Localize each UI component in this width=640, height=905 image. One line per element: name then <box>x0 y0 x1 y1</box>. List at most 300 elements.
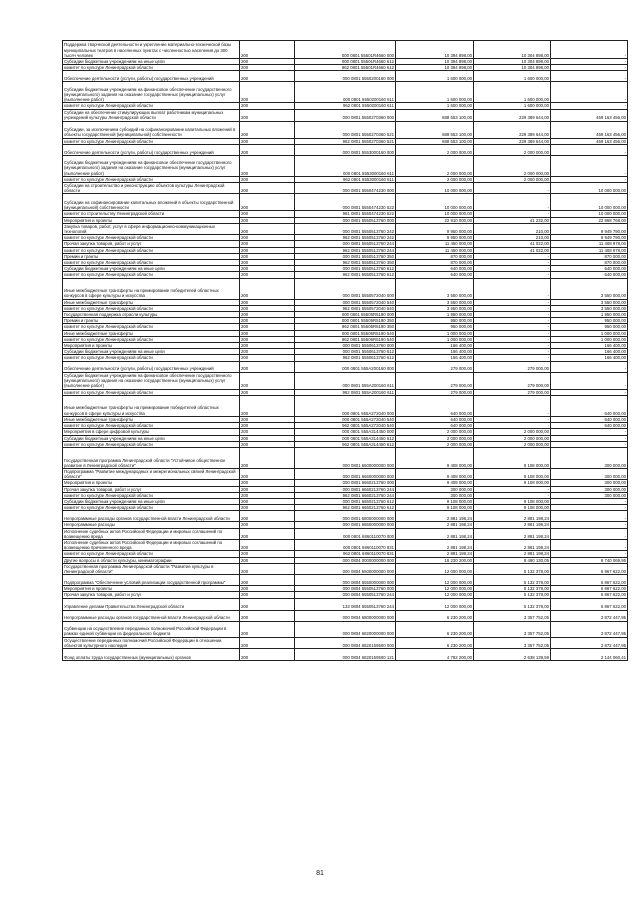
row-remaining-cell: - <box>551 441 628 447</box>
row-name-cell: Субсидии бюджетным учреждениям на иные цели <box>63 349 240 355</box>
row-approved-cell: 6 230 200,00 <box>396 637 474 648</box>
row-remaining-cell: - <box>551 522 628 528</box>
row-executed-cell: 279 000,00 <box>474 372 551 389</box>
row-code-cell: 200 <box>240 528 295 539</box>
row-executed-cell: - <box>474 486 551 492</box>
row-executed-cell: 3 357 752,05 <box>474 610 551 621</box>
row-classification-cell: 000 0801 5550270360 000 <box>295 109 396 121</box>
row-code-cell: 200 <box>240 648 295 660</box>
table-row <box>63 41 628 59</box>
row-executed-cell: - <box>474 272 551 278</box>
row-approved-cell: 870 000,00 <box>396 260 474 266</box>
row-executed-cell: 41 232,00 <box>474 217 551 223</box>
row-approved-cell: 9 950 000,00 <box>396 223 474 234</box>
row-name-cell: Иные межбюджетные трансферты <box>63 330 240 336</box>
row-remaining-cell: 6 867 622,00 <box>551 586 628 592</box>
row-remaining-cell: 2 872 447,95 <box>551 610 628 621</box>
row-name-cell: комитет по культуре Ленинградской области <box>63 65 240 71</box>
row-remaining-cell: 1 950 000,00 <box>551 312 628 318</box>
row-name-cell: Государственная программа Ленинградской области "Развитие культуры в Ленинградской области" <box>63 563 240 574</box>
row-code-cell: 200 <box>240 144 295 155</box>
row-remaining-cell: - <box>551 155 628 176</box>
row-remaining-cell: 6 867 622,00 <box>551 563 628 574</box>
row-name-cell: Прочая закупка товаров, работ и услуг <box>63 486 240 492</box>
row-executed-cell: 2 881 198,24 <box>474 539 551 550</box>
table-row <box>63 103 628 109</box>
row-executed-cell: 1 600 000,00 <box>474 71 551 82</box>
row-executed-cell: 2 638 139,59 <box>474 648 551 660</box>
row-code-cell: 200 <box>240 522 295 528</box>
row-executed-cell: 10 304 898,00 <box>474 59 551 65</box>
row-executed-cell: - <box>474 416 551 422</box>
row-code-cell: 200 <box>240 318 295 324</box>
table-row <box>63 539 628 550</box>
row-code-cell: 200 <box>240 65 295 71</box>
row-approved-cell: 1 600 000,00 <box>396 82 474 103</box>
row-classification-cell: 000 0801 5550474230 522 <box>295 194 396 211</box>
row-name-cell: комитет по культуре Ленинградской области <box>63 247 240 253</box>
row-remaining-cell: - <box>551 528 628 539</box>
row-code-cell: 200 <box>240 435 295 441</box>
table-row <box>63 447 628 468</box>
row-name-cell: Иные межбюджетные трансферты <box>63 299 240 305</box>
row-classification-cell: 962 0801 5550513760 350 <box>295 260 396 266</box>
row-code-cell: 200 <box>240 586 295 592</box>
row-executed-cell: - <box>474 312 551 318</box>
row-approved-cell: 2 881 198,24 <box>396 539 474 550</box>
row-name-cell: Исполнение судебных актов Российской Федерации и мировых соглашений по возмещению вреда <box>63 528 240 539</box>
row-code-cell: 200 <box>240 486 295 492</box>
row-remaining-cell: 640 000,00 <box>551 423 628 429</box>
row-executed-cell: 5 132 378,00 <box>474 586 551 592</box>
row-code-cell: 200 <box>240 41 295 59</box>
row-approved-cell: 9 108 000,00 <box>396 505 474 511</box>
row-name-cell: комитет по культуре Ленинградской области <box>63 389 240 395</box>
row-classification-cell: 000 0801 555A314450 000 <box>295 429 396 435</box>
row-name-cell: комитет по культуре Ленинградской области <box>63 235 240 241</box>
row-approved-cell: 2 000 000,00 <box>396 155 474 176</box>
row-approved-cell: 870 000,00 <box>396 253 474 259</box>
row-classification-cell: 000 0801 555A200160 000 <box>295 361 396 372</box>
row-code-cell: 200 <box>240 416 295 422</box>
row-classification-cell: 000 0801 555A272040 000 <box>295 395 396 416</box>
row-executed-cell: - <box>474 423 551 429</box>
row-classification-cell: 000 0801 5550513760 242 <box>295 223 396 234</box>
row-code-cell: 200 <box>240 176 295 182</box>
row-classification-cell: 000 0804 6800000000 000 <box>295 610 396 621</box>
row-approved-cell: 279 000,00 <box>396 361 474 372</box>
row-name-cell: Премии и гранты <box>63 318 240 324</box>
row-classification-cell: 000 0801 5550572040 540 <box>295 299 396 305</box>
row-executed-cell: 9 108 000,00 <box>474 480 551 486</box>
row-classification-cell: 000 0801 55505R5190 350 <box>295 318 396 324</box>
row-code-cell: 200 <box>240 266 295 272</box>
row-approved-cell: 3 550 000,00 <box>396 299 474 305</box>
row-name-cell: Иные межбюджетные трансферты на премирование победителей областных конкурсов в сфере культуры и искусства <box>63 278 240 299</box>
table-row <box>63 389 628 395</box>
row-approved-cell: 2 881 198,24 <box>396 528 474 539</box>
row-remaining-cell: 870 000,00 <box>551 253 628 259</box>
row-executed-cell: 3 357 752,05 <box>474 621 551 637</box>
row-code-cell: 200 <box>240 429 295 435</box>
page-number: 81 <box>316 870 324 877</box>
row-approved-cell: 950 000,00 <box>396 318 474 324</box>
budget-table <box>62 40 628 661</box>
table-body <box>63 41 628 661</box>
table-row <box>63 637 628 648</box>
row-executed-cell: 5 132 378,00 <box>474 563 551 574</box>
row-approved-cell: 2 881 198,24 <box>396 511 474 522</box>
row-name-cell: Субсидии на строительство и реконструкцию объектов культуры Ленинградской области <box>63 183 240 194</box>
row-approved-cell: 166 400,00 <box>396 343 474 349</box>
row-classification-cell: 000 0801 6860000000 000 <box>295 522 396 528</box>
row-name-cell: Субсидии, за исключением субсидий на софинансирование капитальных вложений в объекты государственной (муниципальной) собственности <box>63 121 240 138</box>
row-executed-cell: 229 389 644,00 <box>474 138 551 144</box>
row-approved-cell: 950 000,00 <box>396 324 474 330</box>
row-name-cell: Субсидии бюджетным учреждениям на финансовое обеспечение государственного (муниципального) задания на оказание государственных (муниципальных) услуг (выполнение работ) <box>63 372 240 389</box>
row-executed-cell: 2 000 000,00 <box>474 441 551 447</box>
row-classification-cell: 000 0801 5550270360 521 <box>295 121 396 138</box>
row-executed-cell: 3 357 752,05 <box>474 637 551 648</box>
row-approved-cell: 300 000,00 <box>396 486 474 492</box>
row-approved-cell: 2 881 198,24 <box>396 551 474 557</box>
row-remaining-cell: 3 550 000,00 <box>551 278 628 299</box>
row-remaining-cell: 6 867 622,00 <box>551 575 628 586</box>
row-remaining-cell: - <box>551 511 628 522</box>
row-remaining-cell: 22 868 768,00 <box>551 217 628 223</box>
row-executed-cell: 5 132 378,00 <box>474 598 551 610</box>
row-approved-cell: 279 000,00 <box>396 389 474 395</box>
row-name-cell: Обеспечение деятельности (услуги, работы) государственных учреждений <box>63 361 240 372</box>
row-classification-cell: 000 0801 55501R4660 000 <box>295 41 396 59</box>
row-name-cell: Премии и гранты <box>63 253 240 259</box>
row-executed-cell: - <box>474 492 551 498</box>
row-classification-cell: 000 0801 555A314450 612 <box>295 435 396 441</box>
row-executed-cell: 9 108 000,00 <box>474 505 551 511</box>
row-classification-cell: 133 0804 5550513760 244 <box>295 598 396 610</box>
row-classification-cell: 962 0801 555A314450 612 <box>295 441 396 447</box>
row-approved-cell: 4 782 200,00 <box>396 648 474 660</box>
row-code-cell: 200 <box>240 361 295 372</box>
row-executed-cell: 5 132 378,00 <box>474 592 551 598</box>
row-remaining-cell: - <box>551 551 628 557</box>
row-name-cell: комитет по культуре Ленинградской области <box>63 324 240 330</box>
row-code-cell: 200 <box>240 223 295 234</box>
row-approved-cell: 6 230 200,00 <box>396 621 474 637</box>
row-remaining-cell: - <box>551 505 628 511</box>
row-classification-cell: 962 0801 55501R4660 612 <box>295 65 396 71</box>
row-approved-cell: 12 000 000,00 <box>396 563 474 574</box>
table-row <box>63 82 628 103</box>
row-executed-cell: 279 000,00 <box>474 361 551 372</box>
row-approved-cell: 12 000 000,00 <box>396 586 474 592</box>
row-executed-cell: - <box>474 395 551 416</box>
row-executed-cell: 2 000 000,00 <box>474 176 551 182</box>
row-approved-cell: 166 400,00 <box>396 355 474 361</box>
row-executed-cell: - <box>474 266 551 272</box>
row-code-cell: 200 <box>240 637 295 648</box>
row-name-cell: комитет по культуре Ленинградской области <box>63 336 240 342</box>
row-remaining-cell: 11 408 978,00 <box>551 247 628 253</box>
row-classification-cell: 962 0801 5553000160 611 <box>295 176 396 182</box>
row-approved-cell: 12 000 000,00 <box>396 592 474 598</box>
row-code-cell: 200 <box>240 610 295 621</box>
row-code-cell: 200 <box>240 324 295 330</box>
row-remaining-cell: 2 144 060,41 <box>551 648 628 660</box>
row-remaining-cell: 459 163 456,00 <box>551 121 628 138</box>
row-executed-cell: 1 600 000,00 <box>474 82 551 103</box>
row-name-cell: Мероприятия в сфере цифровой культуры <box>63 429 240 435</box>
row-classification-cell: 000 0801 5553000160 611 <box>295 155 396 176</box>
row-approved-cell: 10 394 898,00 <box>396 41 474 59</box>
row-code-cell: 200 <box>240 194 295 211</box>
row-name-cell: Поддержка творческой деятельности и укрепление материально-технической базы муниципальных театров в населенных пунктах с численностью населения до 300 тысяч человек <box>63 41 240 59</box>
row-code-cell: 200 <box>240 183 295 194</box>
row-executed-cell: - <box>474 253 551 259</box>
row-remaining-cell: - <box>551 389 628 395</box>
row-remaining-cell: 1 000 000,00 <box>551 330 628 336</box>
row-classification-cell: 962 0801 555A272040 540 <box>295 423 396 429</box>
row-code-cell: 200 <box>240 447 295 468</box>
row-approved-cell: 9 408 000,00 <box>396 468 474 479</box>
row-remaining-cell: 10 000 000,00 <box>551 183 628 194</box>
row-remaining-cell: 10 000 000,00 <box>551 194 628 211</box>
row-classification-cell: 000 0801 5553000160 000 <box>295 144 396 155</box>
row-classification-cell: 000 0801 55501R4660 612 <box>295 59 396 65</box>
row-executed-cell: 210,00 <box>474 223 551 234</box>
row-executed-cell: 229 389 644,00 <box>474 109 551 121</box>
row-name-cell: Государственная программа Ленинградской области "Устойчивое общественное развитие в Ленинградской области" <box>63 447 240 468</box>
row-remaining-cell: - <box>551 361 628 372</box>
row-name-cell: комитет по культуре Ленинградской области <box>63 355 240 361</box>
row-name-cell: Другие вопросы в области культуры, кинематографии <box>63 557 240 563</box>
row-approved-cell: 1 000 000,00 <box>396 336 474 342</box>
row-code-cell: 200 <box>240 539 295 550</box>
row-remaining-cell: - <box>551 429 628 435</box>
row-approved-cell: 10 000 000,00 <box>396 211 474 217</box>
row-approved-cell: 688 553 100,00 <box>396 109 474 121</box>
row-approved-cell: 9 950 000,00 <box>396 235 474 241</box>
table-row <box>63 528 628 539</box>
row-code-cell: 200 <box>240 138 295 144</box>
row-classification-cell: 000 0801 555A272040 540 <box>295 416 396 422</box>
row-approved-cell: 640 000,00 <box>396 266 474 272</box>
row-remaining-cell: 3 550 000,00 <box>551 299 628 305</box>
row-name-cell: комитет по культуре Ленинградской области <box>63 176 240 182</box>
table-row <box>63 429 628 435</box>
row-name-cell: Исполнение судебных актов Российской Федерации и мировых соглашений по возмещению причиненного вреда <box>63 539 240 550</box>
row-code-cell: 200 <box>240 441 295 447</box>
row-remaining-cell: 459 163 456,00 <box>551 109 628 121</box>
table-row <box>63 183 628 194</box>
table-row <box>63 610 628 621</box>
row-remaining-cell: - <box>551 498 628 504</box>
row-code-cell: 200 <box>240 336 295 342</box>
row-classification-cell: 000 0801 5550474230 000 <box>295 183 396 194</box>
row-executed-cell: - <box>474 336 551 342</box>
row-remaining-cell: 6 867 622,00 <box>551 592 628 598</box>
table-row <box>63 361 628 372</box>
row-approved-cell: 22 910 000,00 <box>396 217 474 223</box>
row-classification-cell: 962 0801 555A200160 611 <box>295 389 396 395</box>
row-code-cell: 200 <box>240 71 295 82</box>
row-classification-cell: 981 0801 5550474230 522 <box>295 211 396 217</box>
row-code-cell: 200 <box>240 621 295 637</box>
row-name-cell: Мероприятия и проекты <box>63 343 240 349</box>
row-remaining-cell: 166 400,00 <box>551 355 628 361</box>
row-classification-cell: 000 0801 55505R5190 000 <box>295 312 396 318</box>
row-code-cell: 200 <box>240 253 295 259</box>
row-executed-cell: - <box>474 260 551 266</box>
row-code-cell: 200 <box>240 492 295 498</box>
row-executed-cell: 9 108 000,00 <box>474 447 551 468</box>
row-code-cell: 200 <box>240 551 295 557</box>
row-name-cell: Субсидии бюджетным учреждениям на финансовое обеспечение государственного (муниципального) задания на оказание государственных (муниципальных) услуг (выполнение работ) <box>63 155 240 176</box>
row-executed-cell: 41 022,00 <box>474 241 551 247</box>
row-classification-cell: 000 0804 6820000000 000 <box>295 621 396 637</box>
row-approved-cell: 1 600 000,00 <box>396 103 474 109</box>
row-remaining-cell: 300 000,00 <box>551 486 628 492</box>
row-classification-cell: 962 0801 5550513760 244 <box>295 247 396 253</box>
row-name-cell: комитет по культуре Ленинградской области <box>63 441 240 447</box>
row-remaining-cell: 166 400,00 <box>551 343 628 349</box>
row-remaining-cell: 300 000,00 <box>551 480 628 486</box>
row-remaining-cell: 9 740 069,95 <box>551 557 628 563</box>
table-row <box>63 278 628 299</box>
row-name-cell: Непрограммные расходы <box>63 522 240 528</box>
row-executed-cell: - <box>474 324 551 330</box>
row-executed-cell: - <box>474 355 551 361</box>
row-remaining-cell: 640 000,00 <box>551 266 628 272</box>
row-approved-cell: 640 000,00 <box>396 423 474 429</box>
row-executed-cell: 2 881 198,24 <box>474 551 551 557</box>
row-approved-cell: 9 408 000,00 <box>396 480 474 486</box>
row-remaining-cell: 9 949 790,00 <box>551 235 628 241</box>
row-code-cell: 200 <box>240 155 295 176</box>
row-classification-cell: 000 0801 6800000000 000 <box>295 511 396 522</box>
row-remaining-cell: - <box>551 176 628 182</box>
row-approved-cell: 2 000 000,00 <box>396 176 474 182</box>
row-classification-cell: 962 0801 55506R5190 540 <box>295 336 396 342</box>
row-classification-cell: 962 0801 6660213760 612 <box>295 505 396 511</box>
table-row <box>63 194 628 211</box>
row-classification-cell: 962 0801 5550572040 540 <box>295 305 396 311</box>
row-remaining-cell: 11 408 978,00 <box>551 241 628 247</box>
row-classification-cell: 962 0801 5550270360 521 <box>295 138 396 144</box>
row-code-cell: 200 <box>240 241 295 247</box>
row-classification-cell: 000 0801 5550513760 244 <box>295 241 396 247</box>
row-approved-cell: 166 400,00 <box>396 349 474 355</box>
row-name-cell: Закупка товаров, работ, услуг в сфере информационно-коммуникационных технологий <box>63 223 240 234</box>
row-approved-cell: 12 000 000,00 <box>396 575 474 586</box>
table-row <box>63 498 628 504</box>
row-remaining-cell: 870 000,00 <box>551 260 628 266</box>
row-name-cell: комитет по культуре Ленинградской области <box>63 492 240 498</box>
row-remaining-cell: - <box>551 82 628 103</box>
table-row <box>63 598 628 610</box>
row-code-cell: 200 <box>240 355 295 361</box>
row-approved-cell: 3 550 000,00 <box>396 278 474 299</box>
table-row <box>63 435 628 441</box>
row-executed-cell: - <box>474 349 551 355</box>
row-executed-cell: - <box>474 330 551 336</box>
row-approved-cell: 3 550 000,00 <box>396 305 474 311</box>
row-classification-cell: 962 0801 55505R5190 350 <box>295 324 396 330</box>
row-code-cell: 200 <box>240 598 295 610</box>
row-classification-cell: 000 0801 5550613760 000 <box>295 343 396 349</box>
row-classification-cell: 000 0804 6820159500 121 <box>295 648 396 660</box>
row-code-cell: 200 <box>240 235 295 241</box>
row-name-cell: комитет по строительству Ленинградской области <box>63 211 240 217</box>
row-classification-cell: 000 0801 6860110070 831 <box>295 539 396 550</box>
row-classification-cell: 000 0801 555A200160 611 <box>295 372 396 389</box>
table-row <box>63 372 628 389</box>
row-executed-cell: 10 304 898,00 <box>474 65 551 71</box>
row-name-cell: комитет по культуре Ленинградской области <box>63 138 240 144</box>
row-remaining-cell: 300 000,00 <box>551 447 628 468</box>
row-classification-cell: 962 0801 5550200160 611 <box>295 103 396 109</box>
row-executed-cell: 8 490 130,05 <box>474 557 551 563</box>
row-remaining-cell: 10 000 000,00 <box>551 211 628 217</box>
row-code-cell: 200 <box>240 349 295 355</box>
row-approved-cell: 9 408 000,00 <box>396 447 474 468</box>
row-approved-cell: 6 230 200,00 <box>396 610 474 621</box>
row-approved-cell: 10 394 898,00 <box>396 65 474 71</box>
row-executed-cell: 9 108 000,00 <box>474 468 551 479</box>
row-code-cell: 200 <box>240 121 295 138</box>
table-row <box>63 235 628 241</box>
row-code-cell: 200 <box>240 247 295 253</box>
row-remaining-cell: 300 000,00 <box>551 492 628 498</box>
row-remaining-cell: - <box>551 435 628 441</box>
table-row <box>63 563 628 574</box>
row-name-cell: комитет по культуре Ленинградской области <box>63 103 240 109</box>
row-name-cell: Подпрограмма "Обеспечение условий реализации государственной программы" <box>63 575 240 586</box>
row-code-cell: 200 <box>240 343 295 349</box>
row-name-cell: Обеспечение деятельности (услуги, работы) государственных учреждений <box>63 71 240 82</box>
row-name-cell: Государственная поддержка отрасли культуры <box>63 312 240 318</box>
row-classification-cell: 000 0804 0000000000 000 <box>295 557 396 563</box>
row-classification-cell: 962 0801 6860110070 831 <box>295 551 396 557</box>
row-remaining-cell: 166 400,00 <box>551 349 628 355</box>
row-remaining-cell: - <box>551 539 628 550</box>
row-code-cell: 200 <box>240 592 295 598</box>
row-approved-cell: 640 000,00 <box>396 416 474 422</box>
row-name-cell: комитет по культуре Ленинградской области <box>63 272 240 278</box>
row-classification-cell: 000 0801 5550200160 611 <box>295 82 396 103</box>
row-approved-cell: 688 553 100,00 <box>396 138 474 144</box>
row-executed-cell: 1 600 000,00 <box>474 103 551 109</box>
row-code-cell: 200 <box>240 480 295 486</box>
row-executed-cell: 9 108 000,00 <box>474 498 551 504</box>
row-name-cell: Субсидии бюджетным учреждениям на иные цели <box>63 59 240 65</box>
row-classification-cell: 000 0801 6600000000 000 <box>295 447 396 468</box>
row-classification-cell: 962 0801 5550513760 242 <box>295 235 396 241</box>
row-approved-cell: 300 000,00 <box>396 492 474 498</box>
row-approved-cell: 640 000,00 <box>396 395 474 416</box>
row-approved-cell: 640 000,00 <box>396 272 474 278</box>
row-name-cell: Осуществление переданных полномочий Российской Федерации в отношении объектов культурного наследия <box>63 637 240 648</box>
row-remaining-cell: 950 000,00 <box>551 324 628 330</box>
row-remaining-cell: - <box>551 103 628 109</box>
table-row <box>63 138 628 144</box>
table-row <box>63 144 628 155</box>
row-approved-cell: 2 000 000,00 <box>396 429 474 435</box>
row-approved-cell: 11 450 000,00 <box>396 247 474 253</box>
row-remaining-cell: 1 000 000,00 <box>551 336 628 342</box>
row-name-cell: Иные межбюджетные трансферты на премирование победителей областных конкурсов в сфере культуры и искусства <box>63 395 240 416</box>
row-classification-cell: 000 0801 55506R5190 540 <box>295 330 396 336</box>
